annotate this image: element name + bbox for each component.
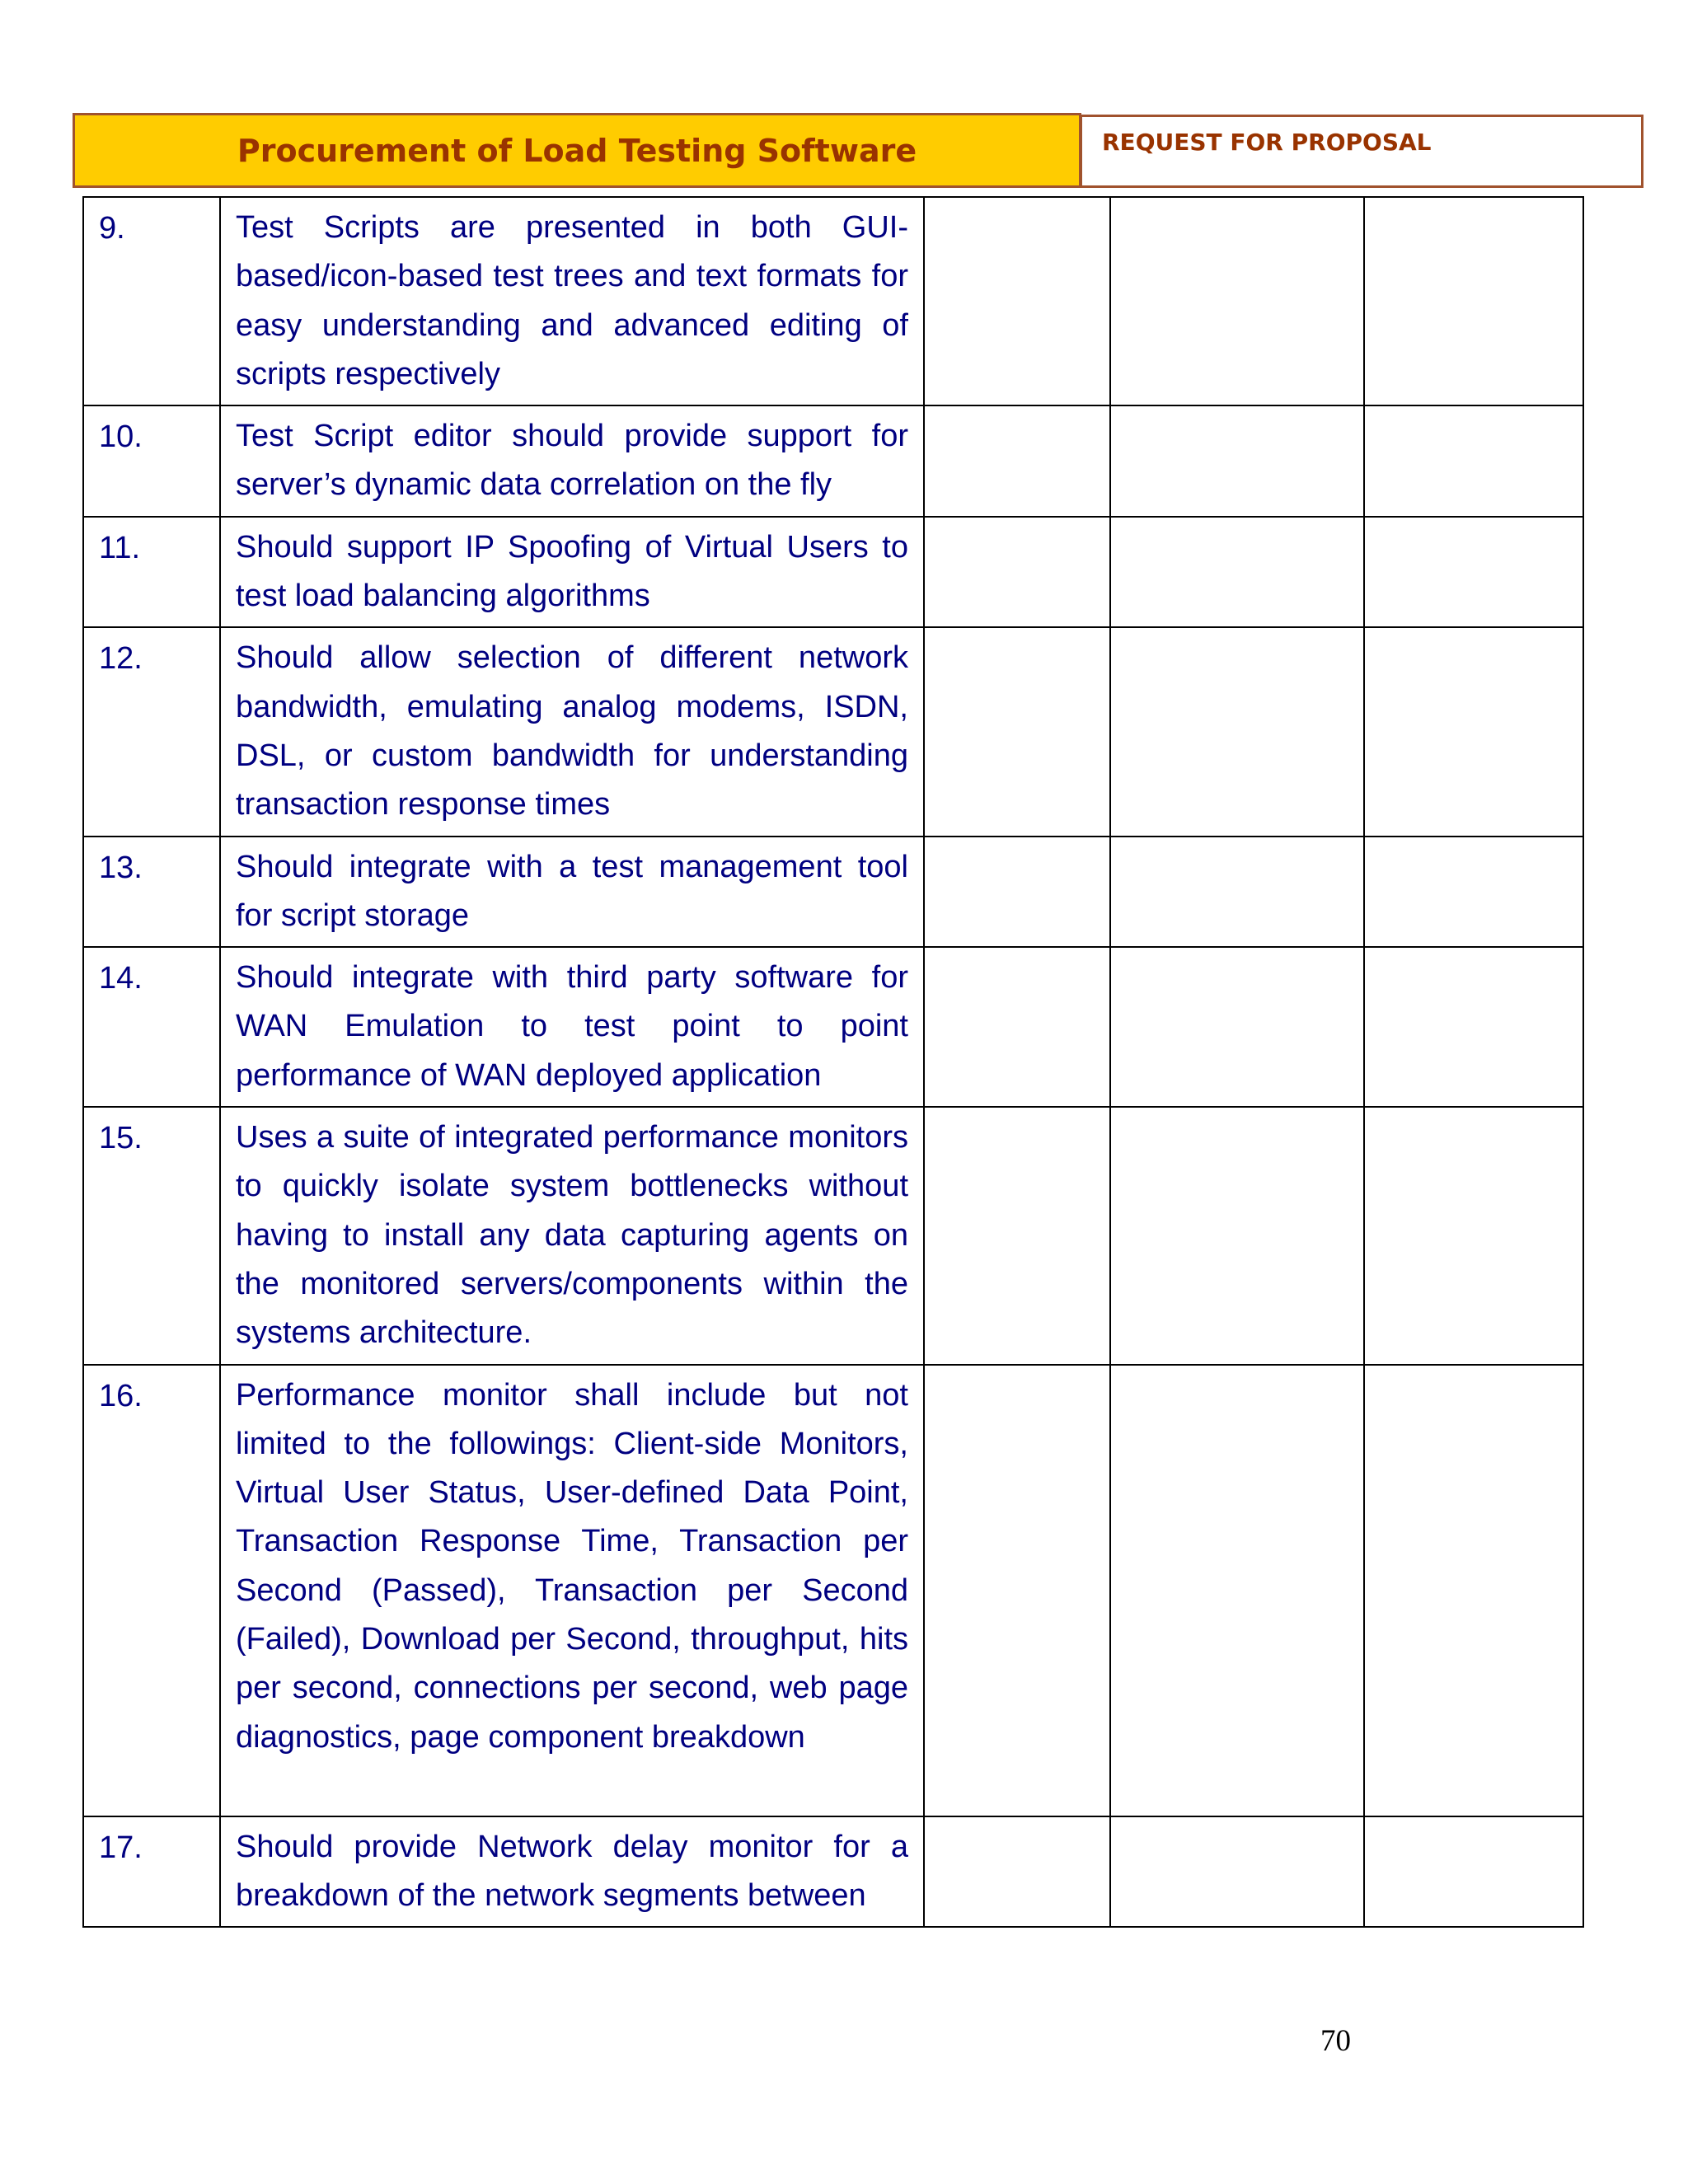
empty-cell [1364, 627, 1583, 836]
row-description: Test Script editor should provide support for server’s dynamic data correlation on the fly [220, 405, 924, 517]
empty-cell [924, 517, 1110, 628]
row-description: Performance monitor shall include but not limited to the followings: Client-side Monitors, Virtual User Status, User-defined Data Point, Transaction Response Time, Transaction per Second (Passed), Transaction per Second (Failed), Download per Second, throughput, hits per second, connections per second, web page diagnostics, page component breakdown [220, 1365, 924, 1816]
empty-cell [1364, 197, 1583, 405]
empty-cell [924, 837, 1110, 948]
table-row [83, 405, 1583, 517]
empty-cell [1364, 947, 1583, 1107]
row-description: Test Scripts are presented in both GUI-based/icon-based test trees and text formats for easy understanding and advanced editing of scripts respectively [220, 197, 924, 405]
document-title: Procurement of Load Testing Software [73, 113, 1081, 188]
empty-cell [924, 1107, 1110, 1364]
empty-cell [1110, 405, 1364, 517]
empty-cell [924, 627, 1110, 836]
requirements-table [82, 196, 1584, 1928]
empty-cell [1110, 1365, 1364, 1816]
row-number: 14. [83, 947, 220, 1107]
empty-cell [1110, 517, 1364, 628]
row-number: 9. [83, 197, 220, 405]
row-number: 15. [83, 1107, 220, 1364]
row-description: Should provide Network delay monitor for a breakdown of the network segments between [220, 1816, 924, 1928]
empty-cell [1110, 1816, 1364, 1928]
document-type-label: REQUEST FOR PROPOSAL [1080, 115, 1643, 188]
row-number: 12. [83, 627, 220, 836]
table-row [83, 947, 1583, 1107]
row-description: Should allow selection of different network bandwidth, emulating analog modems, ISDN, DSL, or custom bandwidth for understanding transaction response times [220, 627, 924, 836]
table-row [83, 197, 1583, 405]
row-description: Should integrate with a test management tool for script storage [220, 837, 924, 948]
empty-cell [1364, 517, 1583, 628]
empty-cell [1364, 1365, 1583, 1816]
empty-cell [924, 1816, 1110, 1928]
empty-cell [924, 1365, 1110, 1816]
empty-cell [1364, 1816, 1583, 1928]
row-number: 16. [83, 1365, 220, 1816]
table-row [83, 517, 1583, 628]
empty-cell [1110, 627, 1364, 836]
row-description: Should support IP Spoofing of Virtual Users to test load balancing algorithms [220, 517, 924, 628]
empty-cell [1364, 837, 1583, 948]
page-header [73, 113, 1643, 188]
row-number: 13. [83, 837, 220, 948]
row-description: Uses a suite of integrated performance monitors to quickly isolate system bottlenecks without having to install any data capturing agents on the monitored servers/components within the systems architecture. [220, 1107, 924, 1364]
empty-cell [1110, 837, 1364, 948]
page-number: 70 [1320, 2024, 1351, 2058]
row-number: 10. [83, 405, 220, 517]
table-row [83, 1365, 1583, 1816]
empty-cell [1364, 1107, 1583, 1364]
table-row [83, 1107, 1583, 1364]
row-number: 11. [83, 517, 220, 628]
empty-cell [1364, 405, 1583, 517]
empty-cell [924, 405, 1110, 517]
empty-cell [924, 197, 1110, 405]
empty-cell [924, 947, 1110, 1107]
empty-cell [1110, 1107, 1364, 1364]
table-row [83, 837, 1583, 948]
table-row [83, 1816, 1583, 1928]
row-description: Should integrate with third party software for WAN Emulation to test point to point performance of WAN deployed application [220, 947, 924, 1107]
empty-cell [1110, 947, 1364, 1107]
empty-cell [1110, 197, 1364, 405]
table-row [83, 627, 1583, 836]
row-number: 17. [83, 1816, 220, 1928]
